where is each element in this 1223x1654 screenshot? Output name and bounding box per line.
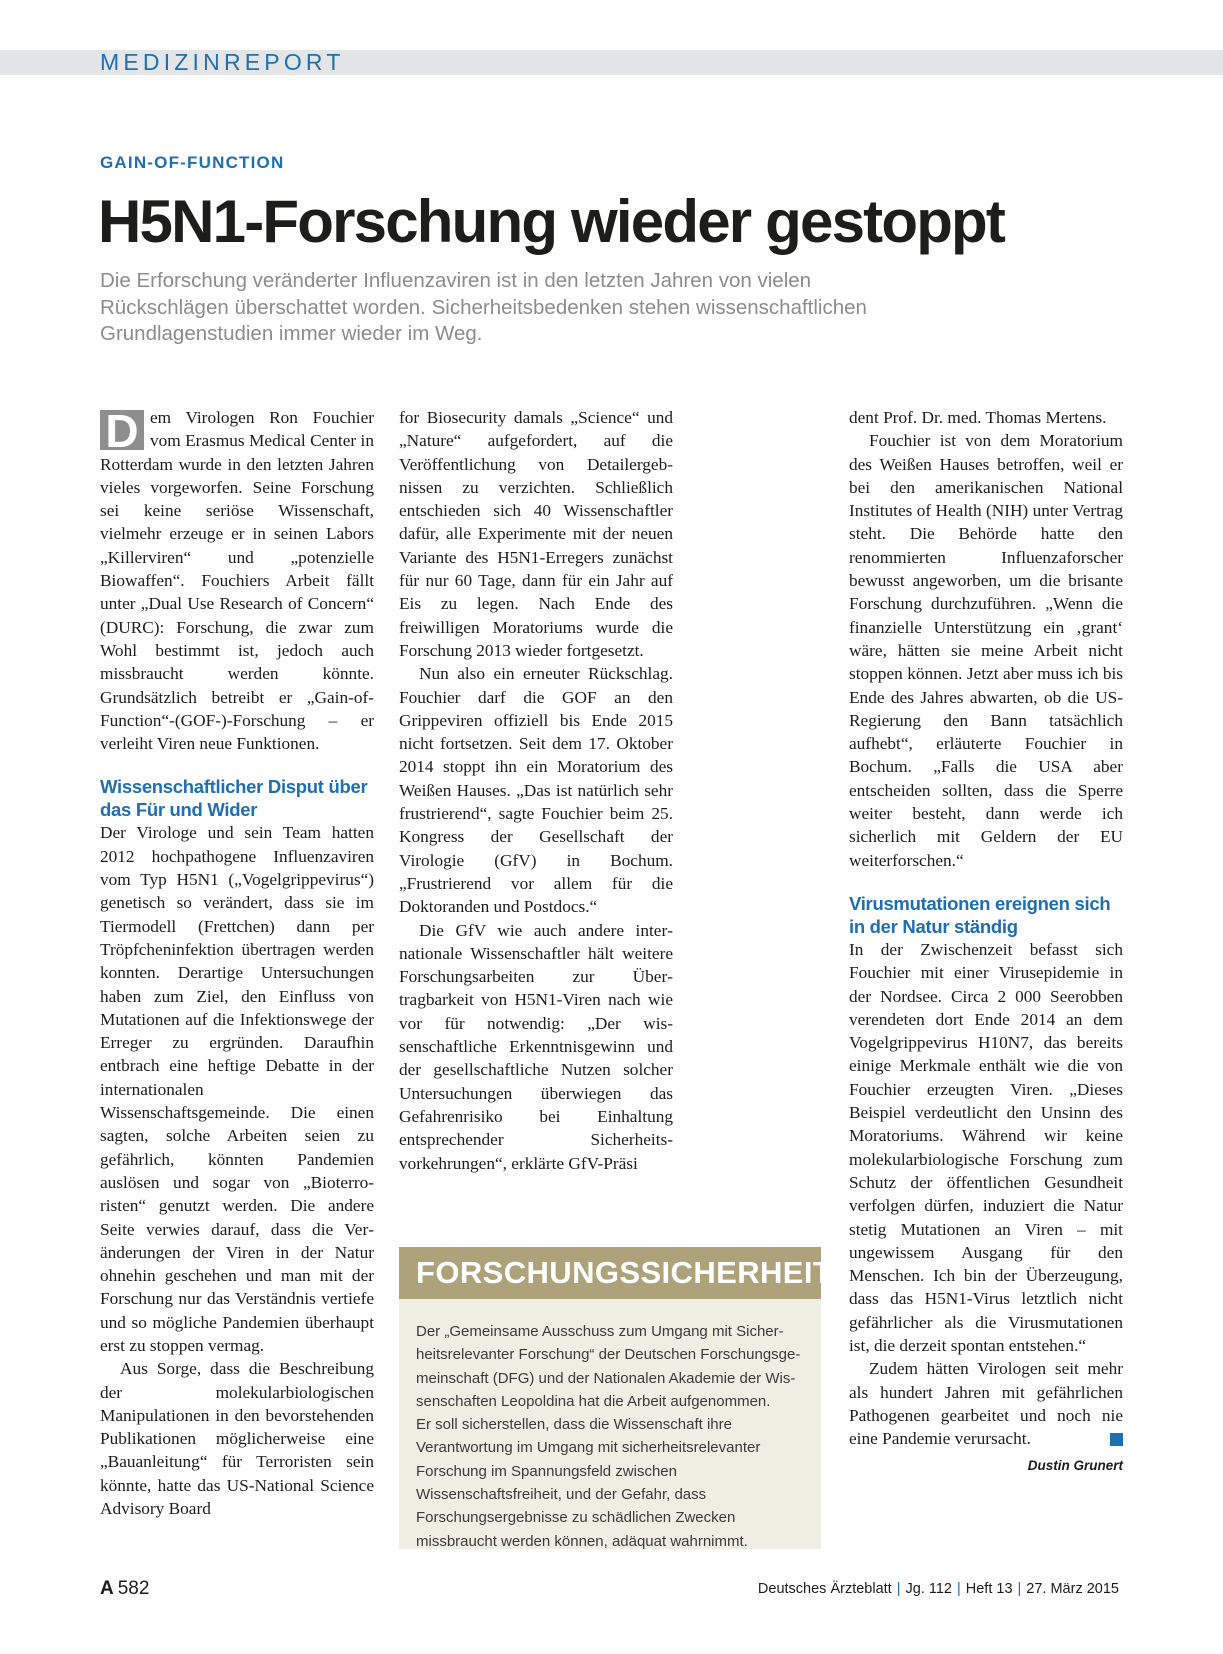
- paragraph: Aus Sorge, dass die Beschreibung der molekularbiologischen Manipulationen in den bevorstehenden Publikationen möglicherweise eine „Bauanleitung“ für Terroristen sein könnte, hatte das US-National Science Advisory Board: [100, 1359, 374, 1519]
- info-box-title: FORSCHUNGSSICHERHEIT: [399, 1247, 821, 1299]
- article-column-2: [399, 406, 673, 1175]
- page-number: [100, 1578, 149, 1600]
- paragraph-text: Zudem hätten Virologen seit mehr als hundert Jahren mit gefährlichen Pathogenen gearbeitet und noch nie eine Pandemie verursacht.: [849, 1359, 1123, 1449]
- journal-info: [758, 1581, 1119, 1597]
- separator: |: [956, 1581, 961, 1597]
- paragraph: Die GfV wie auch andere internationale Wissenschaftler hält weitere Forschungsarbeiten zur Übertragbarkeit von H5N1-Viren nach wie vor für notwendig: „Der wissenschaftliche Erkenntnisgewinn und der gesellschaftliche Nutzen solcher Untersuchungen überwiegen das Gefahrenrisiko bei Einhaltung entsprechender Sicherheitsvorkehrungen“, erklärte GfV-Präsi: [399, 920, 673, 1173]
- article-column-3: [849, 406, 1123, 1478]
- journal-volume: Jg. 112: [905, 1581, 952, 1597]
- paragraph-text: em Virologen Ron Fouchier vom Erasmus Medical Center in Rotterdam wurde in den letzten Jahren vieles vorgeworfen. Seine Forschung sei keine seriöse Wissenschaft, vielmehr erzeuge er in seinen Labors „Killerviren“ und „potenzielle Biowaffen“. Fouchiers Arbeit fällt unter „Dual Use Research of Concern“ (DURC): Forschung, die zwar zum Wohl bestimmt ist, jedoch auch missbraucht werden könnte. Grundsätzlich betreibt er „Gain-of-Function“-(GOF-)-Forschung – er verleiht Viren neue Funktionen.: [100, 408, 374, 754]
- subheading: Wissenschaftlicher Disput über das Für und Wider: [100, 776, 368, 821]
- journal-name: Deutsches Ärzteblatt: [757, 1581, 892, 1597]
- paragraph: In der Zwischenzeit befasst sich Fouchier mit einer Virusepidemie in der Nordsee. Circa 2 000 Seerobben verendeten dort Ende 2014 an dem Vogelgrippevirus H10N7, das bereits einige Merkmale enthält wie die von Fouchier erzeugten Viren. „Dieses Beispiel verdeutlicht den Unsinn des Moratoriums. Während wir keine molekularbiologische Forschung zum Schutz der öffentlichen Gesundheit verfolgen dürfen, induziert die Natur stetig Mutationen an Viren – mit ungewissem Ausgang für den Menschen. Ich bin der Überzeugung, dass das H5N1-Virus letztlich nicht gefährlicher als die Virusmutationen ist, die derzeit spontan entstehen.“: [849, 939, 1123, 1355]
- article-kicker: GAIN-OF-FUNCTION: [100, 153, 285, 172]
- paragraph: Der „Gemeinsame Ausschuss zum Umgang mit Sicherheitsrelevanter Forschung“ der Deutschen Forschungsgemeinschaft (DFG) und der Nationalen Akademie der Wissenschaften Leopoldina hat die Arbeit aufgenommen.: [416, 1323, 801, 1410]
- article-title: H5N1-Forschung wieder gestoppt: [98, 188, 1005, 255]
- section-label: MEDIZINREPORT: [100, 49, 345, 75]
- separator: |: [1017, 1581, 1022, 1597]
- end-mark-icon: [1110, 1433, 1123, 1446]
- drop-cap: D: [100, 410, 144, 450]
- paragraph: [849, 1357, 1123, 1450]
- journal-issue: Heft 13: [965, 1581, 1013, 1597]
- paragraph: [100, 406, 374, 755]
- paragraph: Nun also ein erneuter Rückschlag. Fouchier darf die GOF an den Grippeviren offiziell bis Ende 2015 nicht fortsetzen. Seit dem 17. Oktober 2014 stoppt ihn ein Moratorium des Weißen Hauses. „Das ist natürlich sehr frustrierend“, sagte Fouchier beim 25. Kongress der Gesellschaft der Virologie (GfV) in Bochum. „Frustrierend vor allem für die Doktoranden und Postdocs.“: [399, 664, 673, 917]
- paragraph: Der Virologe und sein Team hatten 2012 hochpathogene Influenzaviren vom Typ H5N1 („Vogelgrippevirus“) genetisch so verändert, dass sie im Tiermodell (Frettchen) dann per Tröpfcheninfektion übertragen werden konnten. Derartige Untersuchungen haben zum Ziel, den Einfluss von Mutationen auf die Infektionswege der Erreger zu ergründen. Daraufhin entbrach eine heftige Debatte in der internationalen Wissenschaftsgemeinde. Die einen sagten, solche Arbeiten seien zu gefährlich, könnten Pandemien auslösen und sogar von „Bioterroristen“ genutzt werden. Die andere Seite verwies darauf, dass die Veränderungen der Viren in der Natur ohnehin geschehen und man mit der Forschung nur das Verständnis vertiefe und so mögliche Pandemien überhaupt erst zu stoppen vermag.: [100, 823, 374, 1355]
- info-box: [399, 1247, 833, 1550]
- subheading: Virusmutationen ereignen sich in der Natur ständig: [849, 892, 1111, 937]
- article-lead: Die Erforschung veränderter Influenzaviren ist in den letzten Jahren von vielen Rückschlägen überschattet worden. Sicherheitsbedenken stehen wissenschaftlichen Grundlagenstudien immer wieder im Weg.: [100, 269, 867, 345]
- journal-date: 27. März 2015: [1026, 1581, 1119, 1597]
- paragraph: Er soll sicherstellen, dass die Wissenschaft ihre Verantwortung im Umgang mit sicherheitsrelevanter Forschung im Spannungsfeld zwischen Wissenschaftsfreiheit, und der Gefahr, dass Forschungsergebnisse zu schädlichen Zwecken missbraucht werden können, adäquat wahrnimmt.: [416, 1416, 761, 1550]
- paragraph: dent Prof. Dr. med. Thomas Mertens.: [849, 408, 1107, 427]
- page-number-value: 582: [117, 1578, 150, 1599]
- separator: |: [896, 1581, 901, 1597]
- author: Dustin Grunert: [1027, 1458, 1123, 1474]
- page-letter: A: [100, 1578, 114, 1599]
- paragraph: Fouchier ist von dem Moratorium des Weißen Hauses betroffen, weil er bei den amerikanischen National Institutes of Health (NIH) unter Vertrag steht. Die Behörde hatte den renommierten Influenzaforscher bewusst angeworben, um die brisante Forschung durchzuführen. „Wenn die finanzielle Unterstützung ein ‚grant‘ wäre, hätten sie meine Arbeit nicht stoppen können. Jetzt aber muss ich bis Ende des Jahres abwarten, ob die US-Regierung den Bann tatsächlich aufhebt“, erläuterte Fouchier in Bochum. „Falls die USA aber entscheiden sollten, dass die Sperre weiter besteht, dann werde ich sicherlich mit Geldern der EU weiterforschen.“: [849, 431, 1123, 870]
- article-column-1: [100, 406, 374, 1520]
- info-box-body: [399, 1299, 821, 1553]
- paragraph: for Biosecurity damals „Science“ und „Nature“ aufgefordert, auf die Veröffentlichung von Detailergebnissen zu verzichten. Schließlich entschieden sich 40 Wissenschaftler dafür, alle Experimente mit der neuen Variante des H5N1-Erregers zunächst für nur 60 Tage, dann für ein Jahr auf Eis zu legen. Nach Ende des freiwilligen Moratoriums wurde die Forschung 2013 wieder fortgesetzt.: [399, 408, 673, 660]
